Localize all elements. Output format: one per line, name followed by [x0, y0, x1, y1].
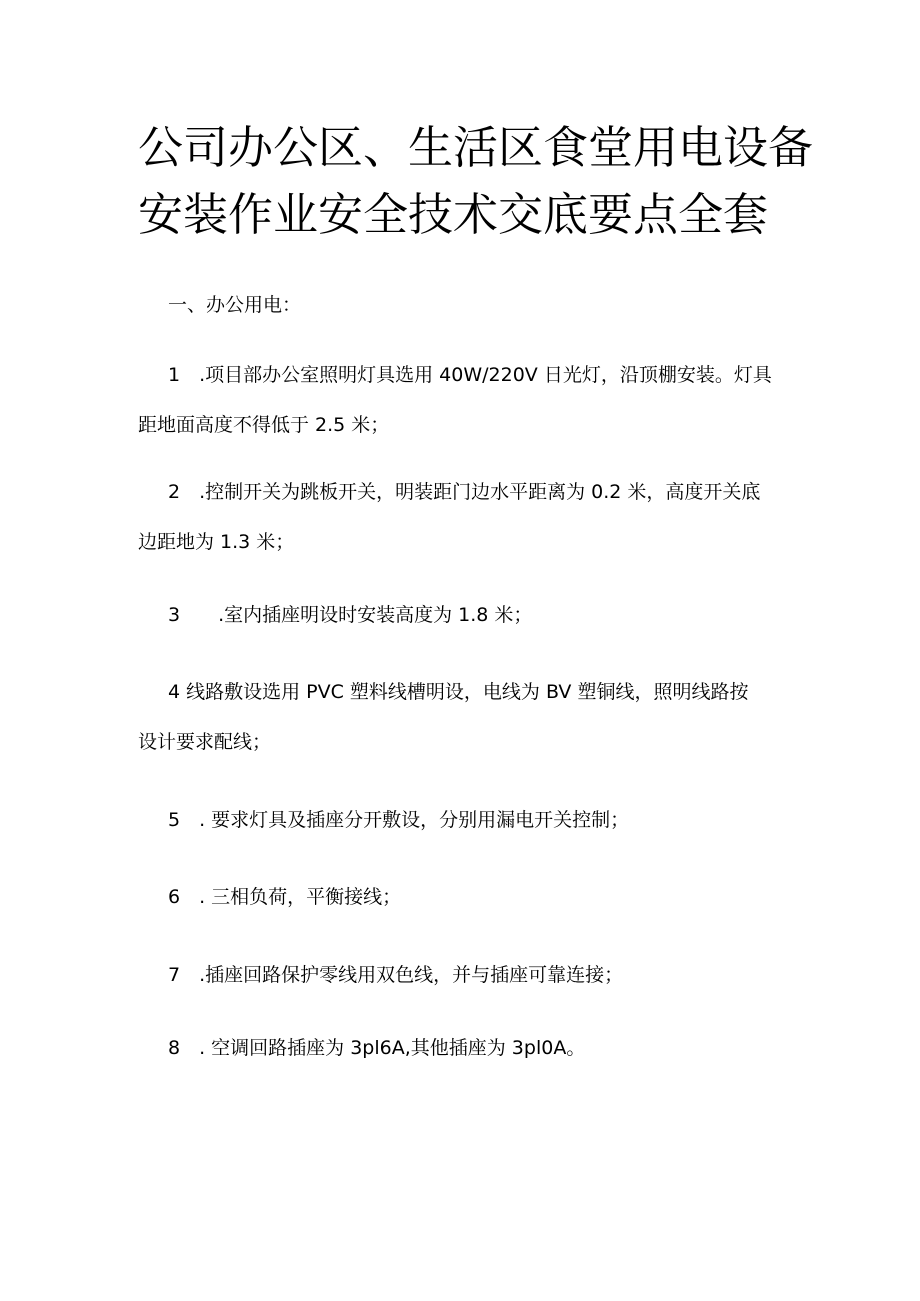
section-heading-text: 一、办公用电： — [168, 294, 302, 316]
list-item-8-line-1: 8 . 空调回路插座为 3pl6A,其他插座为 3pl0A。 — [168, 1037, 586, 1059]
list-item-2 — [138, 467, 788, 567]
list-item-4-line-2: 设计要求配线； — [138, 731, 272, 753]
list-item-1 — [138, 350, 788, 450]
list-item-6 — [138, 872, 788, 922]
list-item-2-line-1: 2 .控制开关为跳板开关，明装距门边水平距离为 0.2 米，高度开关底 — [168, 481, 761, 503]
title-line-2: 安装作业安全技术交底要点全套 — [138, 188, 769, 241]
list-item-5-line-1: 5 . 要求灯具及插座分开敷设，分别用漏电开关控制； — [168, 809, 630, 831]
list-item-5 — [138, 795, 788, 845]
list-item-8 — [138, 1023, 788, 1073]
list-item-1-line-1: 1 .项目部办公室照明灯具选用 40W/220V 日光灯，沿顶棚安装。灯具 — [168, 364, 772, 386]
list-item-1-line-2: 距地面高度不得低于 2.5 米； — [138, 414, 390, 436]
list-item-6-line-1: 6 . 三相负荷，平衡接线； — [168, 886, 402, 908]
list-item-3-line-1: 3 .室内插座明设时安装高度为 1.8 米； — [168, 604, 533, 626]
list-item-7 — [138, 950, 788, 1000]
section-heading — [138, 280, 788, 330]
list-item-4 — [138, 667, 788, 767]
list-item-4-line-1: 4 线路敷设选用 PVC 塑料线槽明设，电线为 BV 塑铜线，照明线路按 — [168, 681, 749, 703]
list-item-2-line-2: 边距地为 1.3 米； — [138, 531, 295, 553]
list-item-3 — [138, 590, 788, 640]
title-line-1: 公司办公区、生活区食堂用电设备 — [138, 121, 814, 174]
document-title — [138, 114, 814, 248]
list-item-7-line-1: 7 .插座回路保护零线用双色线，并与插座可靠连接； — [168, 964, 624, 986]
